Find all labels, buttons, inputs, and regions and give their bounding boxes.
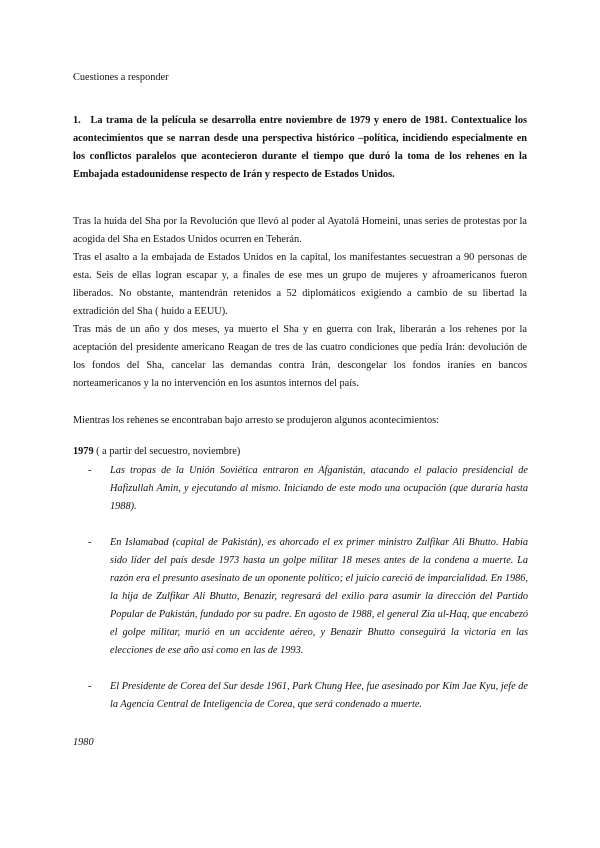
list-marker: - (88, 465, 92, 476)
list-marker: - (88, 537, 92, 548)
year-1980-heading: 1980 (73, 737, 94, 748)
paragraph-2: Tras el asalto a la embajada de Estados Unidos en la capital, los manifestantes secuestran a 90 personas de esta. Seis de ellas logran escapar y, a finales de ese mes un grupo de mujeres y afroamericanos fueron liberados. No obstante, mantendrán retenidos a 52 diplomáticos exigiendo a cambio de su libertad la extradición del Sha ( huido a EEUU). (73, 252, 527, 317)
event-text: En Islamabad (capital de Pakistán), es ahorcado el ex primer ministro Zulfikar Ali Bhutto. Había sido líder del país desde 1973 hasta un golpe militar 18 meses antes de la condena a muerte. La razón era el presunto asesinato de un oponente político; el juicio careció de imparcialidad. En 1986, la hija de Zulfikar Ali Bhutto, Benazir, regresará del exilio para asumir la dirección del Partido Popular de Pakistán, fundado por su padre. En agosto de 1988, el general Zia ul-Haq, que encabezó el golpe militar, murió en un accidente aéreo, y Benazir Bhutto conseguirá la victoria en las elecciones de ese año así como en las de 1993. (110, 537, 528, 656)
list-item (88, 462, 528, 516)
year-1979-label: 1979 (73, 446, 94, 457)
event-text: El Presidente de Corea del Sur desde 1961, Park Chung Hee, fue asesinado por Kim Jae Kyu, jefe de la Agencia Central de Inteligencia de Corea, que será condenado a muerte. (110, 681, 528, 710)
year-1979-heading (73, 443, 240, 461)
events-intro: Mientras los rehenes se encontraban bajo arresto se produjeron algunos acontecimientos: (73, 415, 439, 426)
event-text: Las tropas de la Unión Soviética entraron en Afganistán, atacando el palacio presidencial de Hafizullah Amin, y ejecutando al mismo. Iniciando de este modo una ocupación (que duraría hasta 1988). (110, 465, 528, 512)
list-item (88, 678, 528, 714)
year-1979-note: ( a partir del secuestro, noviembre) (96, 446, 241, 457)
list-marker: - (88, 681, 92, 692)
question-text: La trama de la película se desarrolla entre noviembre de 1979 y enero de 1981. Contextualice los acontecimientos que se narran desde una perspectiva histórico –política, incidiendo especialmente en los conflictos paralelos que acontecieron durante el tiempo que duró la toma de los rehenes en la Embajada estadounidense respecto de Irán y respecto de Estados Unidos. (73, 115, 528, 180)
question-1 (73, 112, 527, 184)
paragraph-1: Tras la huida del Sha por la Revolución que llevó al poder al Ayatolá Homeini, unas series de protestas por la acogida del Sha en Estados Unidos ocurren en Teherán. (73, 216, 527, 245)
events-1979-list (88, 462, 528, 732)
section-heading: Cuestiones a responder (73, 72, 169, 83)
question-number: 1. (73, 115, 81, 126)
list-item (88, 534, 528, 660)
paragraph-3: Tras más de un año y dos meses, ya muerto el Sha y en guerra con Irak, liberarán a los rehenes por la aceptación del presidente americano Reagan de tres de las cuatro condiciones que pedía Irán: devolución de los fondos del Sha, cancelar las demandas contra Irán, descongelar los fondos iraníes en bancos norteamericanos y la no intervención en los asuntos internos del país. (73, 324, 527, 389)
